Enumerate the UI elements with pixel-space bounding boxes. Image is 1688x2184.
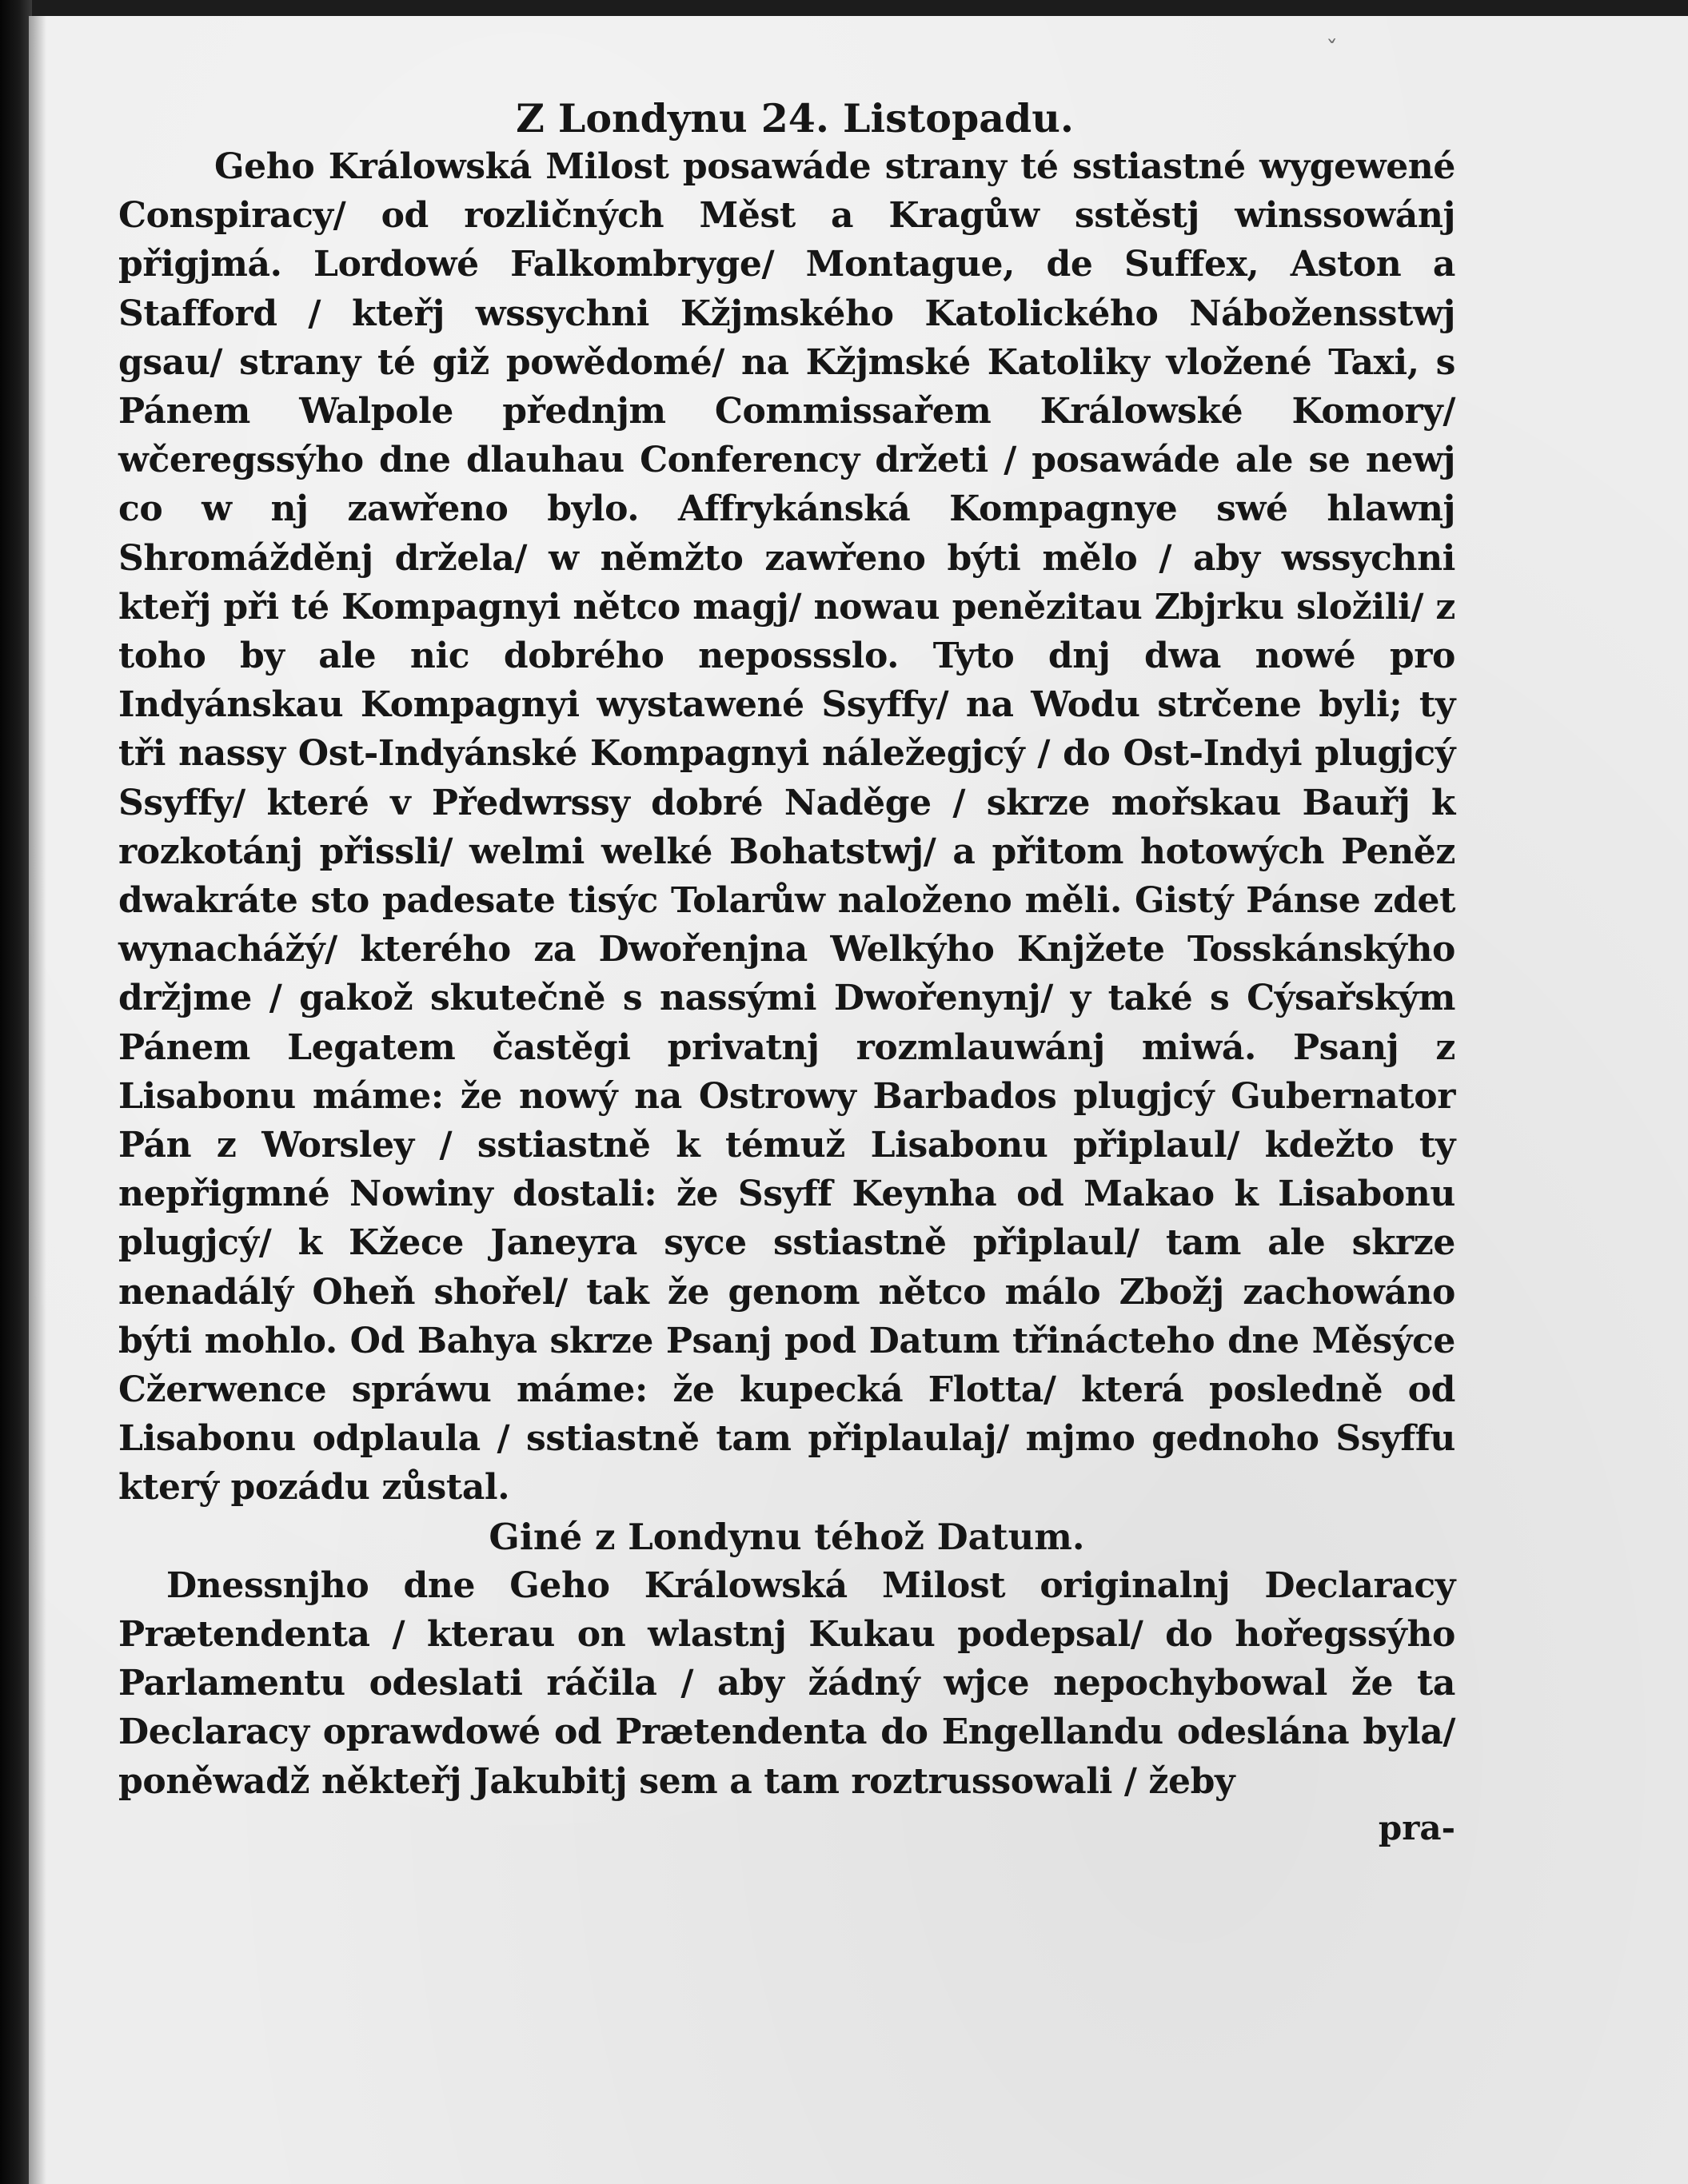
news-paragraph-london-24: Geho Králowská Milost posawáde strany té sstiastné wygewené Conspiracy/ od rozličných Měst a Kragůw sstěstj winssowánj přigjmá. Lordowé Falkombryge/ Montague, de Suffex, Aston a Stafford / kteřj wssychni Kžjmského Katolického Nábožensstwj gsau/ strany té giž powědomé/ na Kžjmské Katoliky vložené Taxi, s Pánem Walpole přednjm Commissařem Králowské Komory/ wčeregssýho dne dlauhau Conferency držeti / posawáde ale se newj co w nj zawřeno bylo. Affrykánská Kompagnye swé hlawnj Shromážděnj držela/ w němžto zawřeno býti mělo / aby wssychni kteřj při té Kompagnyi nětco magj/ nowau penězitau Zbjrku složili/ z toho by ale nic dobrého nepossslo. Tyto dnj dwa nowé pro Indyánskau Kompagnyi wystawené Ssyffy/ na Wodu strčene byli; ty tři nassy Ost-Indyánské Kompagnyi náležegjcý / do Ost-Indyi plugjcý Ssyffy/ které v Předwrssy dobré Naděge / skrze mořskau Bauřj k rozkotánj přissli/ welmi welké Bohatstwj/ a přitom hotowých Peněz dwakráte sto padesate tisýc Tolarůw naloženo měli. Gistý Pánse zdet wynachážý/ kterého za Dwořenjna Welkýho Knjžete Tosskánskýho držjme / gakož skutečně s nassými Dwořenynj/ y také s Cýsařským Pánem Legatem častěgi privatnj rozmlauwánj miwá. Psanj z Lisabonu máme: že nowý na Ostrowy Barbados plugjcý Gubernator Pán z Worsley / sstiastně k témuž Lisabonu připlaul/ kdežto ty nepřigmné Nowiny dostali: že Ssyff Keynha od Makao k Lisabonu plugjcý/ k Kžece Janeyra syce sstiastně připlaul/ tam ale skrze nenadálý Oheň shořel/ tak že genom nětco málo Zbožj zachowáno býti mohlo. Od Bahya skrze Psanj pod Datum třinácteho dne Měsýce Cžerwence spráwu máme: že kupecká Flotta/ která posledně od Lisabonu odplaula / sstiastně tam připlaulaj/ mjmo gednoho Ssyffu který pozádu zůstal. [118,146,1455,1508]
handwritten-corner-mark: ˇ [1325,35,1342,65]
news-paragraph-declaration: Dnessnjho dne Geho Králowská Milost originalnj Declaracy Prætendenta / kterau on wlastnj Kukau podepsal/ do hořegssýho Parlamentu odeslati ráčila / aby žádný wjce nepochybowal že ta Declaracy oprawdowé od Prætendenta do Engellandu odeslána byla/ poněwadž někteřj Jakubitj sem a tam roztrussowali / žeby [118,1564,1455,1802]
section-subheading: Giné z Londynu téhož Datum. [489,1515,1085,1558]
catchword: pra- [1378,1807,1455,1847]
document-text-block [118,94,1455,2141]
page-gutter-shadow [29,16,46,2184]
book-binding-edge [0,0,32,2184]
page-heading: Z Londynu 24. Listopadu. [516,95,1074,141]
